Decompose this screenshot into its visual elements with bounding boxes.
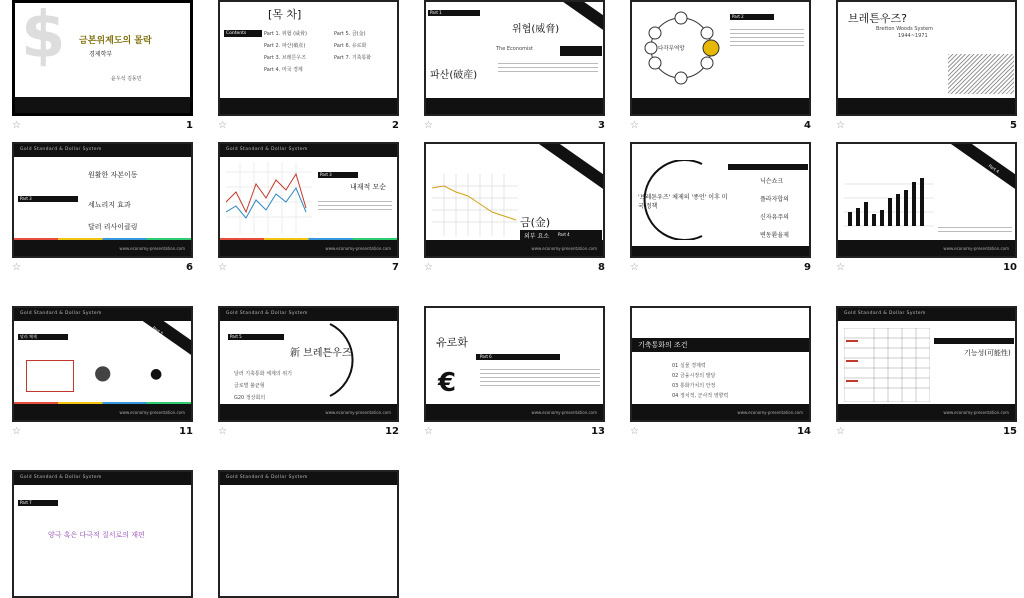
globe-icon: ●	[94, 360, 112, 384]
slide-title: 금본위제도의 몰락	[79, 36, 152, 46]
slide-heading: 기능성(可能性)	[964, 349, 1011, 357]
policy-item: 플라자합의	[760, 196, 789, 203]
star-icon[interactable]: ☆	[424, 426, 433, 437]
toc-item: Part 6. 유로화	[334, 43, 367, 49]
slide-preview[interactable]	[12, 0, 193, 116]
slide-heading: 내재적 모순	[350, 183, 387, 191]
slide-preview[interactable]: Gold Standard & Dollar System Part 7 양극 혹은 다극적 질서로의 재편	[12, 470, 193, 598]
star-icon[interactable]: ☆	[218, 426, 227, 437]
slide-number: 13	[591, 426, 605, 437]
slide-title: 양극 혹은 다극적 질서로의 재편	[48, 531, 145, 539]
slide-number: 14	[797, 426, 811, 437]
section-label: Part 1	[430, 10, 442, 15]
slide-number: 12	[385, 426, 399, 437]
section-label: Part 4	[987, 163, 1001, 174]
slide-preview[interactable]: 유로화 Part 6 € www.economy-presentation.com	[424, 306, 605, 422]
slide-title: 금(金)	[520, 216, 551, 229]
star-icon[interactable]: ☆	[836, 426, 845, 437]
slide-preview[interactable]: Gold Standard & Dollar System 달러 체제 Part 5 ● ● www.economy-presentation.com	[12, 306, 193, 422]
slide-preview[interactable]	[630, 142, 811, 258]
footer-bar	[632, 98, 809, 114]
star-icon[interactable]: ☆	[12, 120, 21, 131]
slide-preview[interactable]	[424, 0, 605, 116]
star-icon[interactable]: ☆	[218, 262, 227, 273]
section-label: Part 5	[230, 334, 242, 339]
toc-item: Part 1. 위협 (威脅)	[264, 31, 307, 37]
dollar-icon: $	[21, 0, 66, 73]
slide-title: 新 브레튼우즈	[290, 348, 352, 359]
footer-bar	[426, 98, 603, 114]
slide-title: 위협(威脅)	[512, 24, 560, 35]
section-label: Part 2	[732, 14, 744, 19]
toc-item: Part 3. 브레튼우즈	[264, 55, 306, 61]
toc-item: Part 5. 금(金)	[334, 31, 366, 37]
diagram-label: 다각무역망	[658, 46, 685, 52]
toc-item: Part 7. 기축통화	[334, 55, 372, 61]
footer-bar	[838, 98, 1015, 114]
condition-item: 03 통화가치의 안정	[672, 383, 716, 389]
slide-title: 브레튼우즈?	[848, 12, 907, 25]
slide-preview[interactable]: Gold Standard & Dollar System 기능성(可能性) www.economy-presentation.com	[836, 306, 1017, 422]
star-icon[interactable]: ☆	[836, 120, 845, 131]
star-icon[interactable]: ☆	[836, 262, 845, 273]
condition-item: 02 금융시장의 발달	[672, 373, 716, 379]
slide-preview[interactable]: Part 4 www.economy-presentation.com	[836, 142, 1017, 258]
slide-subtitle: 경제학부	[89, 51, 113, 58]
toc-item: Part 2. 파산(破産)	[264, 43, 306, 49]
section-label: Part 3	[20, 196, 32, 201]
slide-preview[interactable]	[630, 0, 811, 116]
slide-preview[interactable]	[218, 0, 399, 116]
section-label: Part 3	[320, 172, 332, 177]
euro-icon: €	[438, 368, 457, 398]
policy-item: 신자유주의	[760, 214, 789, 221]
bullet-item: 원활한 자본이동	[88, 171, 138, 179]
slide-title: [목 차]	[268, 8, 302, 21]
slide-preview[interactable]: Gold Standard & Dollar System Part 3 내재적 모순 www.economy-presentation.com	[218, 142, 399, 258]
section-label: Part 6	[480, 354, 492, 359]
star-icon[interactable]: ☆	[424, 120, 433, 131]
slide-preview[interactable]: Gold Standard & Dollar System	[218, 470, 399, 598]
section-label-2: Part 5	[151, 325, 165, 336]
footer-bar	[220, 98, 397, 114]
section-label: 달러 체제	[20, 334, 37, 339]
slide-number: 11	[179, 426, 193, 437]
slide-number: 8	[598, 262, 605, 273]
star-icon[interactable]: ☆	[12, 262, 21, 273]
slide-title: 유로화	[436, 336, 468, 349]
star-icon[interactable]: ☆	[424, 262, 433, 273]
slide-number: 9	[804, 262, 811, 273]
bullet-item: 달러 리사이클링	[88, 223, 138, 231]
slide-number: 7	[392, 262, 399, 273]
coin-icon: ●	[150, 366, 163, 382]
slide-preview[interactable]	[836, 0, 1017, 116]
slide-preview[interactable]: Gold Standard & Dollar System Part 3 원활한 자본이동 세뇨리지 효과 달러 리사이클링 www.economy-presentation.com	[12, 142, 193, 258]
star-icon[interactable]: ☆	[630, 262, 639, 273]
section-label: Contents	[226, 31, 247, 36]
slide-number: 4	[804, 120, 811, 131]
slide-number: 6	[186, 262, 193, 273]
slide-number: 5	[1010, 120, 1017, 131]
slide-preview[interactable]: Gold Standard & Dollar System Part 5 新 브레튼우즈 달러 기축통화 체제의 위기 글로벌 불균형 G20 정상회의 www.economy-presentation.com	[218, 306, 399, 422]
toc-item: Part 4. 미국 경제	[264, 67, 303, 73]
slide-title: '브레튼우즈' 체제의 '종언' 이후 미국 정책	[638, 194, 728, 210]
star-icon[interactable]: ☆	[218, 120, 227, 131]
section-label: Part 7	[20, 500, 32, 505]
slide-title: 기축통화의 조건	[638, 341, 688, 349]
policy-item: 변동환율제	[760, 232, 789, 239]
slide-number: 2	[392, 120, 399, 131]
section-label: Part 4	[558, 232, 570, 237]
bar-chart-graphic	[844, 172, 934, 236]
condition-item: 01 실물 경제력	[672, 363, 706, 369]
policy-item: 닉슨쇼크	[760, 178, 784, 185]
slide-title-2: 파산(破産)	[430, 70, 478, 81]
footer-bar	[15, 97, 190, 113]
bullet-item: 세뇨리지 효과	[88, 201, 131, 209]
bullet-item: 달러 기축통화 체제의 위기	[234, 371, 292, 377]
slide-number: 15	[1003, 426, 1017, 437]
table-graphic	[844, 328, 930, 402]
star-icon[interactable]: ☆	[12, 426, 21, 437]
slide-number: 1	[186, 120, 193, 131]
slide-number: 3	[598, 120, 605, 131]
slide-number: 10	[1003, 262, 1017, 273]
slide-preview[interactable]: 금(金) 외부 요소 Part 4 www.economy-presentation.com	[424, 142, 605, 258]
arc-graphic	[320, 320, 399, 400]
star-icon[interactable]: ☆	[630, 426, 639, 437]
slide-preview[interactable]: 기축통화의 조건 01 실물 경제력 02 금융시장의 발달 03 통화가치의 안정 04 정치적, 군사적 영향력 www.economy-presentation.com	[630, 306, 811, 422]
line-chart-graphic	[226, 162, 312, 234]
slide-years: 1944~1971	[898, 33, 928, 39]
star-icon[interactable]: ☆	[630, 120, 639, 131]
source-badge: The Economist	[496, 46, 533, 52]
bullet-item: 글로벌 불균형	[234, 383, 265, 389]
condition-item: 04 정치적, 군사적 영향력	[672, 393, 729, 399]
slide-subtitle: 외부 요소	[524, 233, 550, 240]
slide-subtitle: Bretton Woods System	[876, 26, 933, 32]
line-chart-graphic	[432, 174, 518, 236]
slide-author: 윤우석 김동민	[111, 76, 142, 82]
bullet-item: G20 정상회의	[234, 395, 266, 401]
